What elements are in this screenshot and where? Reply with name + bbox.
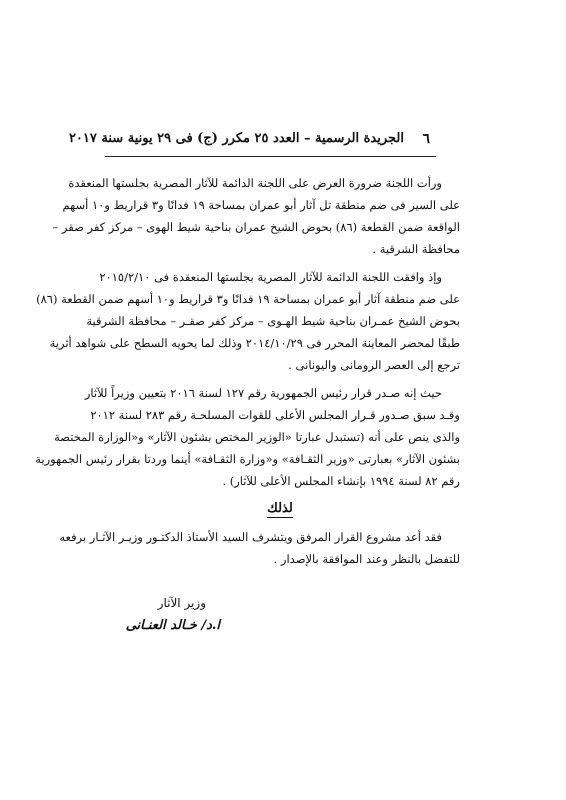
signatory-title: وزير الآثار [157,596,206,610]
closing-paragraph [59,526,460,570]
text-line: للتفضل بالنظر وعند الموافقة بالإصدار . [273,552,460,566]
document-body [35,172,460,576]
header-divider [105,156,436,157]
text-line: حيث إنه صـدر قرار رئيس الجمهورية رقم ١٢٧ لسنة ٢٠١٦ بتعيين وزيراً للآثار [84,386,442,400]
signature-block [100,596,220,633]
page-number: ٦ [422,131,430,147]
signatory-name: ا.د/ خـالد العنـانى [125,618,220,633]
text-line: طبقًا لمحضر المعاينة المحرر فى ٢٠١٤/١٠/٢٩ وذلك لما يحويه السطح على شواهد أثرية [49,336,460,350]
section-heading [100,498,460,520]
text-line: وقـد سبق صـدور قـرار المجلس الأعلى للقوات المسلحـة رقم ٢٨٣ لسنة ٢٠١٢ [90,408,460,422]
text-line: على ضم منطقة آثار أبو عمران بمساحة ١٩ فدانًا و٣ قراريط و١٠ أسهم ضمن القطعة (٨٦) [36,292,460,306]
paragraph-1 [52,172,460,260]
text-line: ترجع إلى العصر الرومانى واليونانى . [288,358,460,372]
text-line: على السير فى ضم منطقة تل آثار أبو عمران بمساحة ١٩ فدانًا و٣ قراريط و١٠ أسهم [62,198,460,212]
gazette-header-title: الجريدة الرسمية – العدد ٢٥ مكرر (ج) فى ٢٩ يونية سنة ٢٠١٧ [68,131,404,146]
heading-text: لذلك [267,501,293,516]
paragraph-2 [36,266,460,376]
text-line: وإذ وافقت اللجنة الدائمة للآثار المصرية بجلستها المنعقدة فى ٢٠١٥/٢/١٠ [99,270,442,284]
paragraph-3 [35,382,460,492]
page-header [68,131,430,151]
text-line: ورأت اللجنة ضرورة العرض على اللجنة الدائمة للآثار المصرية بجلستها المنعقدة [68,176,442,190]
text-line: فقد أعد مشروع القرار المرفق ويتشرف السيد الأستاذ الدكتـور وزيـر الآثـار برفعه [59,530,442,544]
text-line: محافظة الشرقية . [372,242,460,256]
text-line: بشئون الآثار» بعبارتى «وزير الثقـافة» و«وزارة الثقـافة» أينما وردتا بقرار رئيس الجمهورية [35,452,460,466]
text-line: الواقعة ضمن القطعة (٨٦) بحوض الشيخ عمران بناحية شيط الهوى – مركز كفر صقر – [52,220,460,234]
text-line: بحوض الشيخ عمـران بناحية شيط الهـوى – مركز كفر صقـر – محافظة الشرقية [86,314,460,328]
text-line: والذى ينص على أنه (تستبدل عبارتا «الوزير المختص بشئون الآثار» و«الوزارة المختصة [54,430,460,444]
text-line: رقم ٨٢ لسنة ١٩٩٤ بإنشاء المجلس الأعلى للآثار) . [222,474,460,488]
